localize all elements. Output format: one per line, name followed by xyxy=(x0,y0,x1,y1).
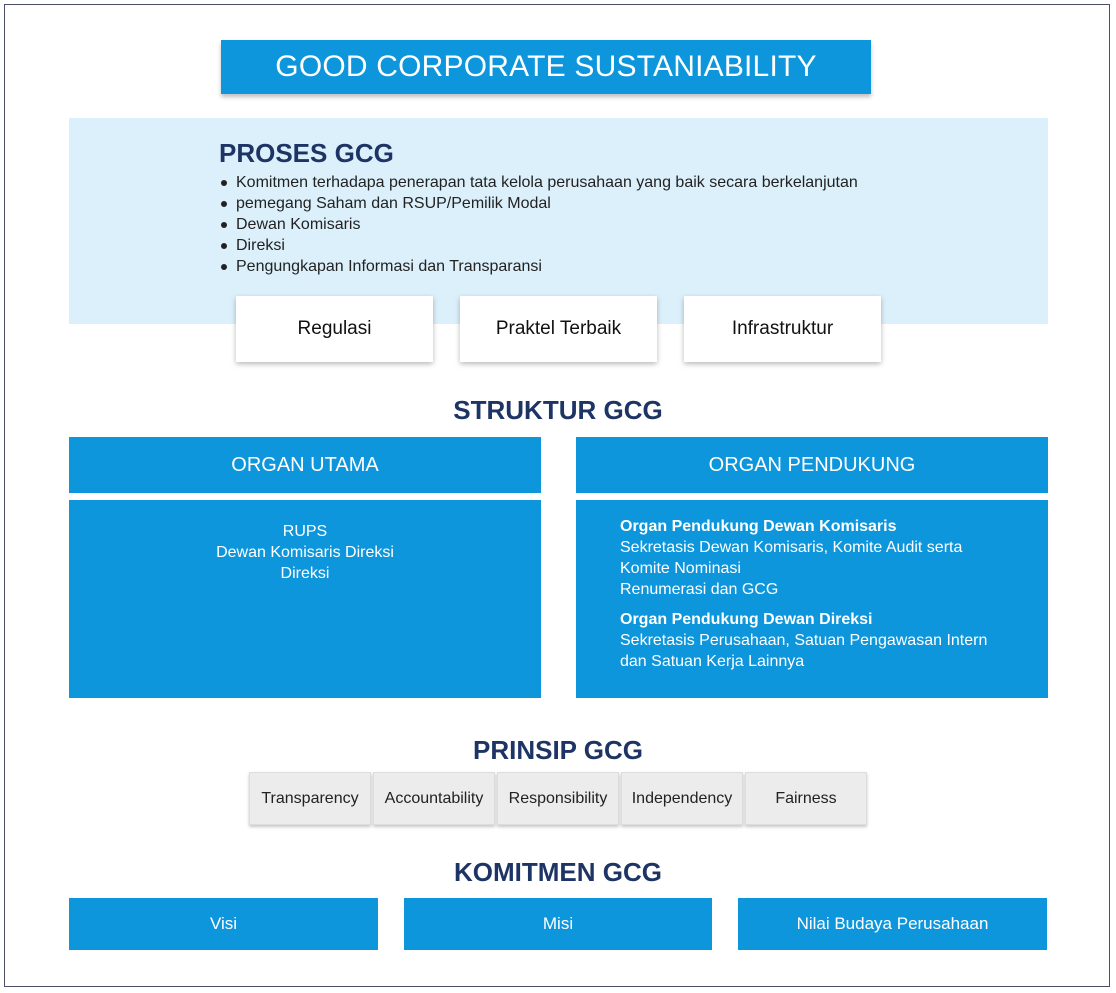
proses-item: Pengungkapan Informasi dan Transparansi xyxy=(219,256,858,277)
prinsip-title: PRINSIP GCG xyxy=(472,735,643,765)
prinsip-fairness: Fairness xyxy=(745,772,867,825)
prinsip-accountability: Accountability xyxy=(373,772,495,825)
pendukung-group-line: Sekretasis Dewan Komisaris, Komite Audit serta xyxy=(620,539,963,556)
card-regulasi: Regulasi xyxy=(236,296,433,362)
proses-item: pemegang Saham dan RSUP/Pemilik Modal xyxy=(219,193,858,214)
pendukung-group-komisaris xyxy=(620,516,1048,600)
prinsip-independency: Independency xyxy=(621,772,743,825)
organ-utama-header: ORGAN UTAMA xyxy=(69,437,541,493)
organ-pendukung-body xyxy=(576,500,1048,698)
prinsip-transparency: Transparency xyxy=(249,772,371,825)
pendukung-group-title: Organ Pendukung Dewan Komisaris xyxy=(620,518,897,535)
prinsip-responsibility: Responsibility xyxy=(497,772,619,825)
organ-utama-body xyxy=(69,500,541,698)
organ-pendukung-header: ORGAN PENDUKUNG xyxy=(576,437,1048,493)
pendukung-group-line: dan Satuan Kerja Lainnya xyxy=(620,653,805,670)
komitmen-title: KOMITMEN GCG xyxy=(454,857,662,887)
organ-utama-line: Dewan Komisaris Direksi xyxy=(216,544,394,561)
card-infrastruktur: Infrastruktur xyxy=(684,296,881,362)
komitmen-misi: Misi xyxy=(404,898,712,950)
pendukung-group-title: Organ Pendukung Dewan Direksi xyxy=(620,611,873,628)
proses-item: Direksi xyxy=(219,235,858,256)
struktur-title: STRUKTUR GCG xyxy=(453,395,663,425)
proses-item: Dewan Komisaris xyxy=(219,214,858,235)
organ-utama-line: RUPS xyxy=(282,523,328,540)
pendukung-group-line: Komite Nominasi xyxy=(620,560,741,577)
proses-title: PROSES GCG xyxy=(219,138,394,168)
pendukung-group-line: Sekretasis Perusahaan, Satuan Pengawasan Intern xyxy=(620,632,988,649)
pendukung-group-direksi xyxy=(620,609,1048,672)
organ-utama-line: Direksi xyxy=(280,565,330,582)
prinsip-row xyxy=(249,772,867,825)
main-title: GOOD CORPORATE SUSTANIABILITY xyxy=(221,40,871,94)
proses-list xyxy=(219,172,858,277)
pendukung-group-line: Renumerasi dan GCG xyxy=(620,581,779,598)
card-praktek-terbaik: Praktel Terbaik xyxy=(460,296,657,362)
komitmen-visi: Visi xyxy=(69,898,378,950)
proses-item: Komitmen terhadapa penerapan tata kelola perusahaan yang baik secara berkelanjutan xyxy=(219,172,858,193)
komitmen-nilai-budaya: Nilai Budaya Perusahaan xyxy=(738,898,1047,950)
